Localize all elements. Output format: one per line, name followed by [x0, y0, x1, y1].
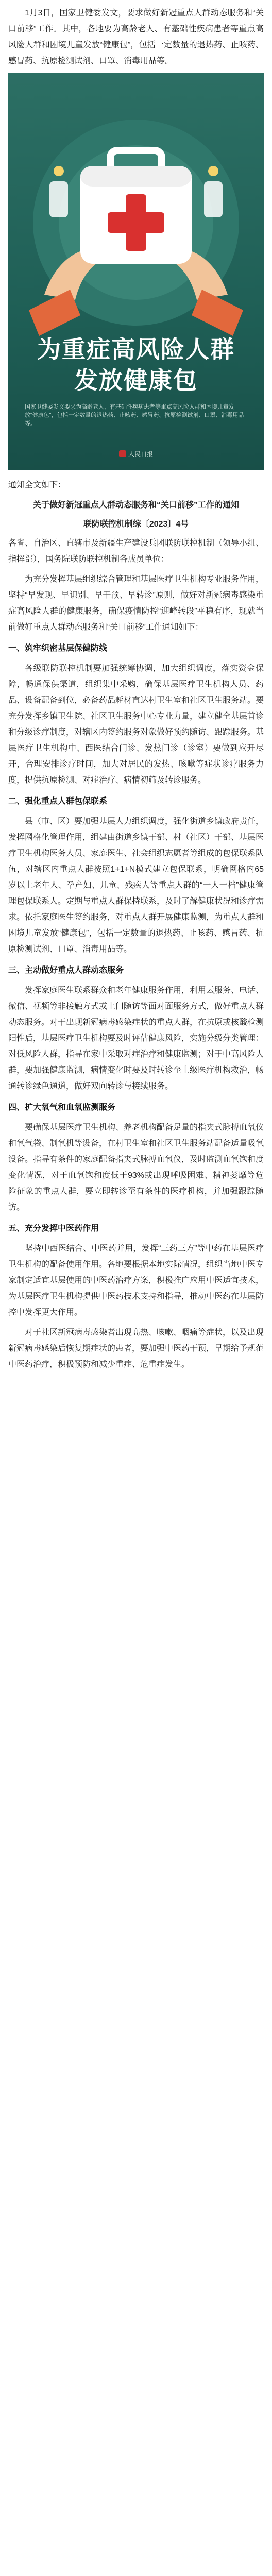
purpose-paragraph: 为充分发挥基层组织综合管理和基层医疗卫生机构专业服务作用，坚持“早发现、早识别、早干预、早转诊”原则，做好对新冠病毒感染重症高风险人群的健康服务，确保疫情防控“迎峰转段”平稳有序，现就当前做好重点人群动态服务和“关口前移”工作通知如下：: [8, 575, 264, 632]
section-heading-4: 四、扩大氧气和血氧监测服务: [8, 1103, 116, 1112]
section-paragraph-4: 要确保基层医疗卫生机构、养老机构配备足量的指夹式脉搏血氧仪和氧气袋、制氧机等设备，在村卫生室和社区卫生服务站配备适量吸氧设备。指导有条件的家庭配备指夹式脉搏血氧仪，及时监测血氧饱和度变化情况，对于血氧饱和度低于93%或出现呼吸困难、精神萎靡等危险征象的重点人群，要立即转诊至有条件的医疗机构，并加强跟踪随访。: [8, 1123, 264, 1212]
section-heading-1: 一、筑牢织密基层保健防线: [8, 644, 108, 653]
notice-intro: 通知全文如下：: [8, 481, 66, 489]
section-paragraph-5: 坚持中西医结合、中医药并用，发挥“三药三方”等中药在基层医疗卫生机构的配备使用作用。各地要根据本地实际情况，组织当地中医专家制定适宜基层使用的中医药治疗方案，积极推广应用中医适宜技术，为基层医疗卫生机构提供中医药技术支持和指导，推动中医药在基层防控中发挥更大作用。: [8, 1244, 264, 1317]
section-heading-5: 五、充分发挥中医药作用: [8, 1224, 99, 1233]
medical-kit-illustration: [8, 94, 264, 362]
notice-title: 关于做好新冠重点人群动态服务和“关口前移”工作的通知: [32, 501, 239, 510]
poster-brand: [8, 450, 264, 459]
poster-note: 国家卫健委发文要求为高龄老人、有基础性疾病患者等重点高风险人群和困境儿童发放“健康包”，包括一定数量的退热药、止咳药、感冒药、抗原检测试剂、口罩、消毒用品等。: [25, 404, 244, 427]
brand-logo-icon: [119, 450, 126, 457]
intro-paragraph: 1月3日，国家卫健委发文，要求做好新冠重点人群动态服务和“关口前移”工作。其中，各地要为高龄老人、有基础性疾病患者等重点高风险人群和困境儿童发放“健康包”，包括一定数量的退热药、止咳药、感冒药、抗原检测试剂、口罩、消毒用品等。: [8, 9, 264, 65]
section-paragraph-3: 发挥家庭医生联系群众和老年健康服务作用，利用云服务、电话、微信、视频等非接触方式或上门随访等面对面服务方式，做好重点人群动态服务。对于出现新冠病毒感染症状的重点人群，在抗原或核酸检测阳性后，基层医疗卫生机构要及时评估健康风险，实施分级分类管理：对低风险人群，指导在家中采取对症治疗和健康监测；对于中高风险人群，要加强健康监测，病情变化时要及时转诊至上级医疗机构救治，畅通转诊绿色通道，做好双向转诊与接续服务。: [8, 986, 264, 1091]
address-paragraph: 各省、自治区、直辖市及新疆生产建设兵团联防联控机制（领导小组、指挥部），国务院联防联控机制各成员单位：: [8, 539, 264, 564]
poster-image: [8, 73, 264, 470]
section-heading-3: 三、主动做好重点人群动态服务: [8, 966, 124, 975]
poster-brand-text: 人民日报: [128, 451, 153, 458]
poster-title-line1: 为重症高风险人群: [37, 335, 235, 363]
section-paragraph-2: 县（市、区）要加强基层人力组织调度，强化街道乡镇政府责任，发挥网格化管理作用，组建由街道乡镇干部、村（社区）干部、基层医疗卫生机构医务人员、家庭医生、社会组织志愿者等组成的包保联系队伍，对辖区内重点人群按照1+1+N模式建立包保联系，明确网格内65岁以上老年人、孕产妇、儿童、残疾人等重点人群的“一人一档”健康管理包保联系人。定期与重点人群保持联系，及时了解健康状况和诊疗需求。依托家庭医生签约服务，对重点人群开展健康监测，为重点人群和困境儿童发放“健康包”，包括一定数量的退热药、止咳药、感冒药、抗原检测试剂、口罩、消毒用品等。: [8, 817, 264, 954]
section-paragraph-1: 各级联防联控机制要加强统筹协调，加大组织调度，落实资金保障，畅通保供渠道，组织集中采购，确保基层医疗卫生机构人员、药品、设备配备到位，必备药品耗材直达村卫生室和社区卫生服务站。要充分发挥乡镇卫生院、社区卫生服务中心专业力量，建立健全基层首诊和分级诊疗制度，对辖区内签约服务对象做好预约随访、跟踪服务。基层医疗卫生机构中、西医结合门诊、发热门诊（诊室）要做到应开尽开，合理安排诊疗时间，加大对居民的发热、咳嗽等症状诊疗服务力度，提供抗原检测、对症治疗、病情初筛及转诊服务。: [8, 664, 264, 785]
notice-doc-number: 联防联控机制综〔2023〕4号: [83, 520, 189, 529]
section-heading-2: 二、强化重点人群包保联系: [8, 797, 108, 806]
poster-title-line2: 发放健康包: [74, 366, 198, 394]
section-paragraph-6: 对于社区新冠病毒感染者出现高热、咳嗽、咽痛等症状，以及出现新冠病毒感染后恢复期症状的患者，要加强中医药干预，早期给予规范中医药治疗，积极预防和减少重症、危重症发生。: [8, 1328, 264, 1369]
